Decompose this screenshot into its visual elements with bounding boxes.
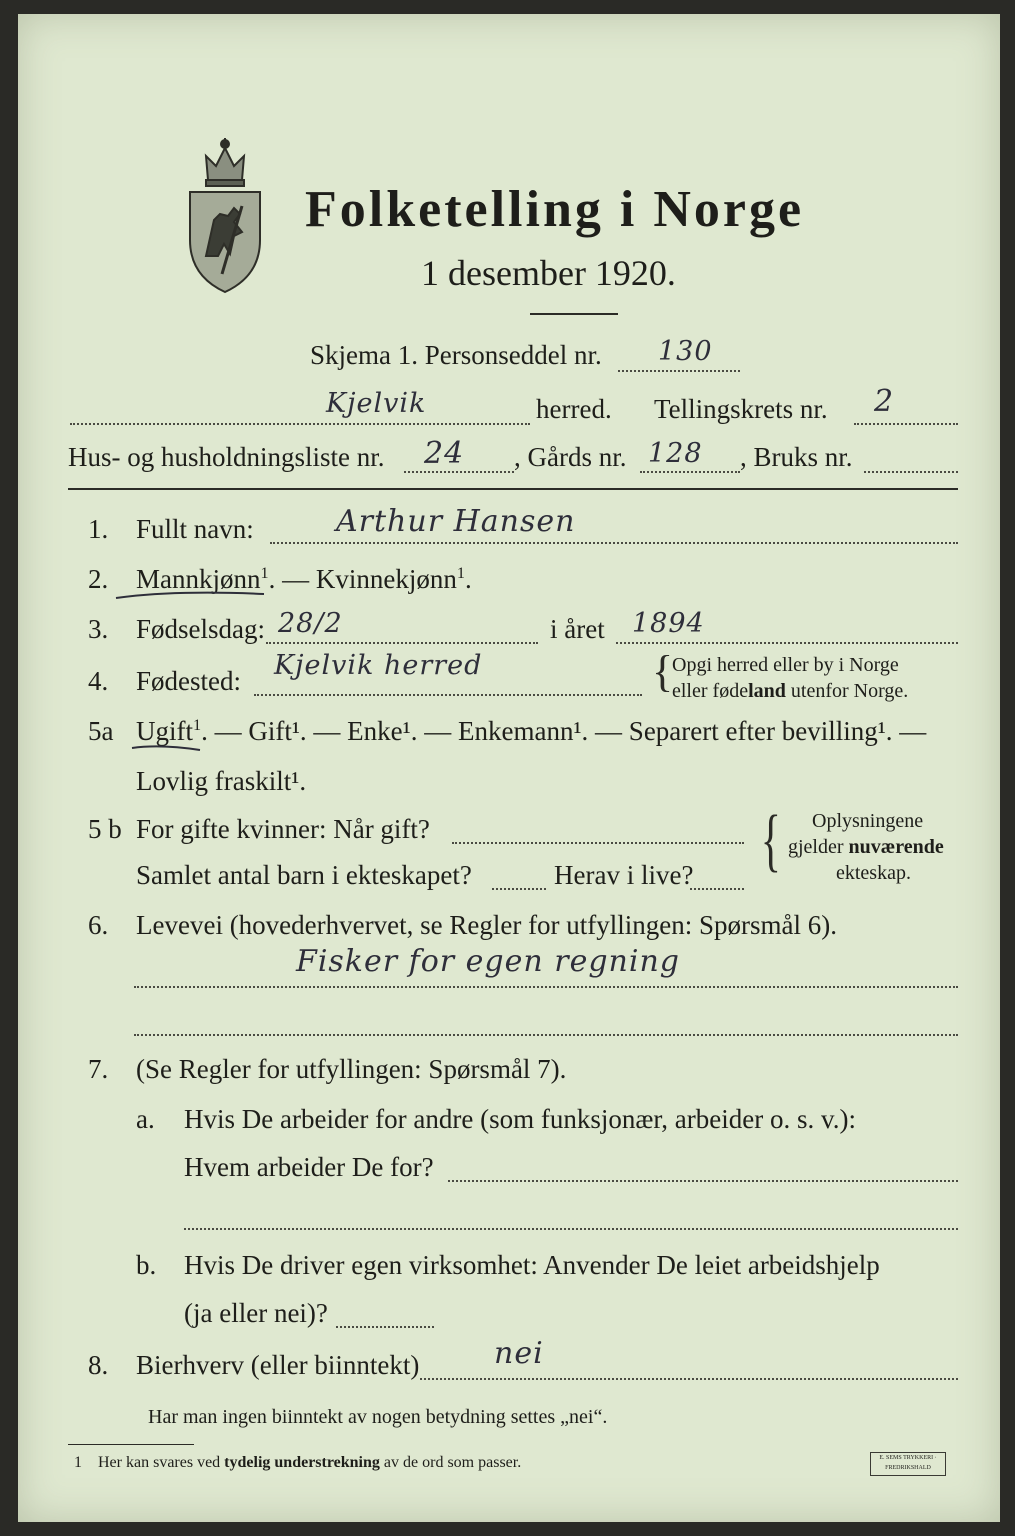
q5b-line2a: Samlet antal barn i ekteskapet? xyxy=(136,860,472,890)
gards-line xyxy=(640,471,740,473)
herred-line xyxy=(70,423,530,425)
q5a-rest: . — Gift¹. — Enke¹. — Enkemann¹. — Separert efter bevilling¹. — xyxy=(201,716,927,746)
q3-year-value: 1894 xyxy=(632,608,705,639)
q5b-note2 xyxy=(788,836,944,859)
q4-note-part-c: utenfor Norge. xyxy=(785,680,909,702)
tellingskrets-label: Tellingskrets nr. xyxy=(654,394,828,424)
q7-number: 7. xyxy=(88,1054,109,1084)
q5a-underline-mark xyxy=(130,740,210,756)
herred-value: Kjelvik xyxy=(326,388,427,419)
footnote-mark: 1 xyxy=(74,1454,82,1471)
tellingskrets-line xyxy=(854,423,958,425)
q2-end: . xyxy=(464,564,472,594)
nei-note: Har man ingen biinntekt av nogen betydning settes „nei“. xyxy=(148,1406,608,1428)
section-rule xyxy=(68,488,958,490)
q8-number: 8. xyxy=(88,1350,109,1380)
q8-line xyxy=(420,1378,958,1380)
q4-note-line1: Opgi herred eller by i Norge xyxy=(672,654,899,676)
q5b-line2b: Herav i live? xyxy=(554,860,694,890)
schema-number-line xyxy=(618,370,740,372)
q2-number: 2. xyxy=(88,564,109,594)
q4-line xyxy=(254,694,642,696)
q7a-line1 xyxy=(448,1180,958,1182)
q4-value: Kjelvik herred xyxy=(274,650,483,681)
q5b-naar-gift-line xyxy=(452,842,744,844)
hus-line xyxy=(404,471,514,473)
q3-label: Fødselsdag: xyxy=(136,614,266,644)
footnote-text-c: av de ord som passer. xyxy=(379,1454,522,1471)
q2-options: Mannkjønn$^1$. — Kvinnekjønn$^1$. xyxy=(136,564,472,594)
q7b-question: (ja eller nei)? xyxy=(184,1298,328,1328)
q7a-text: Hvis De arbeider for andre (som funksjonær, arbeider o. s. v.): xyxy=(184,1104,856,1134)
q1-line xyxy=(270,542,958,544)
q1-value: Arthur Hansen xyxy=(336,504,576,539)
norwegian-coat-of-arms-icon xyxy=(184,136,266,296)
q6-line1 xyxy=(134,986,958,988)
q1-number: 1. xyxy=(88,514,109,544)
q5b-herav-line xyxy=(690,888,744,890)
q5b-number: 5 b xyxy=(88,814,122,844)
q5a-line2: Lovlig fraskilt¹. xyxy=(136,766,307,796)
footnote-text-b: tydelig understrekning xyxy=(224,1454,380,1471)
q3-day-value: 28/2 xyxy=(278,608,343,639)
q7b-text: Hvis De driver egen virksomhet: Anvender De leiet arbeidshjelp xyxy=(184,1250,880,1280)
q7a-question: Hvem arbeider De for? xyxy=(184,1152,434,1182)
q5b-note2-b: nuværende xyxy=(848,836,944,858)
hus-value: 24 xyxy=(424,436,465,471)
hus-label: Hus- og husholdningsliste nr. xyxy=(68,442,385,472)
q5b-note2-a: gjelder xyxy=(788,836,849,858)
bruks-line xyxy=(864,471,958,473)
q7a-number: a. xyxy=(136,1104,155,1134)
gards-value: 128 xyxy=(648,438,703,469)
form-date: 1 desember 1920. xyxy=(421,253,676,293)
gards-label: , Gårds nr. xyxy=(514,442,627,472)
footnote-text-a: Her kan svares ved xyxy=(98,1454,225,1471)
q7a-line2 xyxy=(184,1228,958,1230)
schema-number-value: 130 xyxy=(658,336,713,367)
q4-number: 4. xyxy=(88,666,109,696)
q2-underline-mark xyxy=(114,588,274,604)
q5b-line1: For gifte kvinner: Når gift? xyxy=(136,814,430,844)
q4-note-part-a: eller føde xyxy=(672,680,749,702)
q8-value: nei xyxy=(494,1336,544,1371)
footnote-rule xyxy=(68,1444,194,1445)
q5b-brace: { xyxy=(760,802,781,879)
q6-value: Fisker for egen regning xyxy=(296,944,680,979)
q4-label: Fødested: xyxy=(136,666,241,696)
q3-year-label: i året xyxy=(550,614,605,644)
q6-number: 6. xyxy=(88,910,109,940)
schema-label: Skjema 1. Personseddel nr. xyxy=(310,340,602,370)
q2-separator: . — xyxy=(268,564,316,594)
q2-mann: Mannkjønn xyxy=(136,564,261,594)
q6-line2 xyxy=(134,1034,958,1036)
footnote xyxy=(74,1454,521,1472)
q2-kvinne: Kvinnekjønn xyxy=(315,564,457,594)
q3-number: 3. xyxy=(88,614,109,644)
q5b-antal-line xyxy=(492,888,546,890)
tellingskrets-value: 2 xyxy=(874,384,895,419)
q7-label: (Se Regler for utfyllingen: Spørsmål 7). xyxy=(136,1054,567,1084)
form-title: Folketelling i Norge xyxy=(305,181,805,238)
q5a-options: Ugift$^1$. — Gift¹. — Enke¹. — Enkemann¹. — Separert efter bevilling¹. — xyxy=(136,716,927,746)
printer-stamp: E. SEMS TRYKKERI · FREDRIKSHALD xyxy=(870,1452,946,1476)
q3-day-line xyxy=(266,642,538,644)
q7b-number: b. xyxy=(136,1250,157,1280)
q6-label: Levevei (hovederhvervet, se Regler for utfyllingen: Spørsmål 6). xyxy=(136,910,838,940)
q8-label: Bierhverv (eller biinntekt) xyxy=(136,1350,420,1380)
title-divider xyxy=(530,313,618,315)
herred-label: herred. xyxy=(536,394,612,424)
bruks-label: , Bruks nr. xyxy=(740,442,853,472)
q1-label: Fullt navn: xyxy=(136,514,254,544)
q7b-line xyxy=(336,1326,434,1328)
q4-brace: { xyxy=(652,647,674,696)
q5b-note1: Oplysningene xyxy=(812,810,924,832)
q5a-number: 5a xyxy=(88,716,114,746)
census-form-sheet xyxy=(18,14,1000,1522)
q3-year-line xyxy=(616,642,958,644)
q4-note-part-b: land xyxy=(748,680,786,702)
q4-note-line2 xyxy=(672,680,908,703)
q5b-note3: ekteskap. xyxy=(836,862,911,884)
q5a-ugift: Ugift xyxy=(136,716,193,746)
